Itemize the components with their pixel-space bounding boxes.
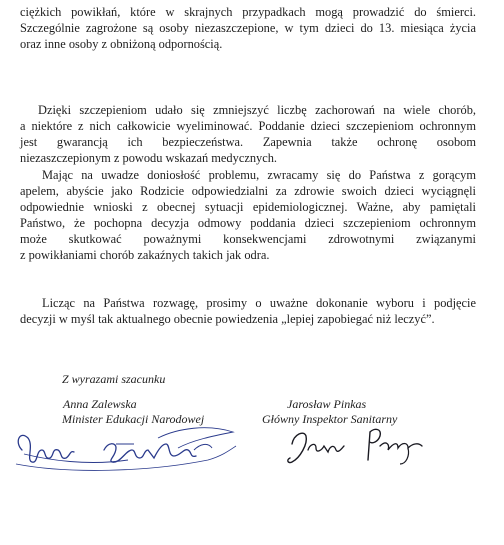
- paragraph-line: a niektóre z nich całkowicie wyeliminować. Poddanie dzieci szczepieniom ochronnym: [20, 119, 476, 133]
- paragraph-line: apelem, abyście jako Rodzicie odpowiedzialni za zdrowie swoich dzieci wyciągnęli: [20, 184, 476, 198]
- signatory-title: Minister Edukacji Narodowej: [62, 412, 205, 426]
- signatory-right: [262, 397, 397, 427]
- paragraph-line: może skutkować poważnymi konsekwencjami zdrowotnymi związanymi: [20, 232, 476, 246]
- paragraph-line: oraz inne osoby z obniżoną odpornością.: [20, 37, 223, 51]
- paragraph-line: odpowiednie wnioski z obecnej sytuacji epidemiologicznej. Ważne, aby pamiętali: [20, 200, 476, 214]
- paragraph-line: jest gwarancją ich bezpieczeństwa. Zapewnia także ochronę osobom: [20, 135, 476, 149]
- paragraph-line: niezaszczepionym z powodu wskazań medycznych.: [20, 151, 278, 165]
- paragraph-line: Dzięki szczepieniom udało się zmniejszyć liczbę zachorowań na wiele chorób,: [38, 103, 476, 117]
- paragraph-line: ciężkich powikłań, które w skrajnych przypadkach mogą prowadzić do śmierci.: [20, 5, 476, 19]
- paragraph-complications: [20, 4, 476, 52]
- handwritten-signature-right: [282, 424, 432, 468]
- handwritten-signature-left: [8, 420, 244, 478]
- paragraph-line: Mając na uwadze doniosłość problemu, zwracamy się do Państwa z gorącym: [42, 168, 476, 182]
- paragraph-line: Licząc na Państwa rozwagę, prosimy o uważne dokonanie wyboru i podjęcie: [42, 296, 476, 310]
- paragraph-line: Państwo, że pochopna decyzja odmowy poddania dzieci szczepieniom ochronnym: [20, 216, 476, 230]
- paragraph-closing-request: [20, 295, 476, 327]
- signatory-name: Jarosław Pinkas: [287, 397, 367, 411]
- paragraph-line: Szczególnie zagrożone są osoby niezaszczepione, w tym dzieci do 13. miesiąca życia: [20, 21, 476, 35]
- paragraph-line: z powikłaniami chorób zakaźnych takich jak odra.: [20, 248, 270, 262]
- paragraph-line: decyzji w myśl tak aktualnego obecnie powiedzenia „lepiej zapobiegać niż leczyć”.: [20, 312, 435, 326]
- signatory-title: Główny Inspektor Sanitarny: [262, 412, 398, 426]
- paragraph-appeal: [20, 167, 476, 263]
- paragraph-vaccination-benefits: [20, 102, 476, 166]
- signatory-name: Anna Zalewska: [63, 397, 137, 411]
- closing-salutation: Z wyrazami szacunku: [62, 372, 166, 386]
